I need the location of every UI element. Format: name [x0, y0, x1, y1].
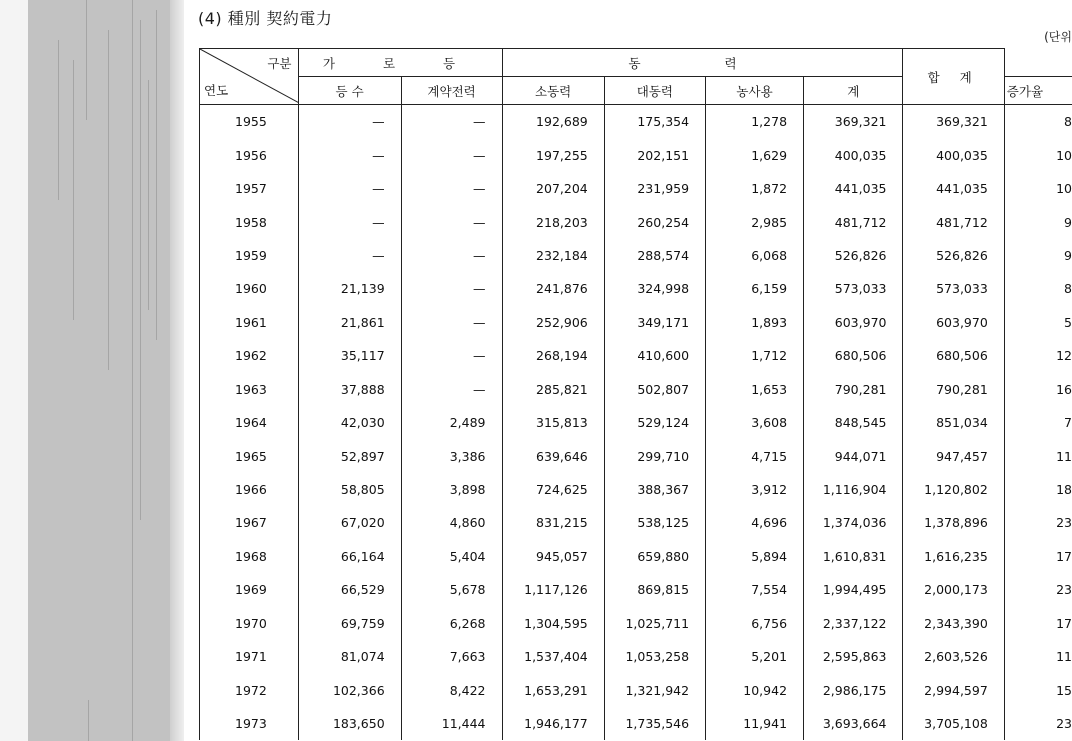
corner-category-label: 구분 [267, 56, 292, 71]
col-header-subtotal: 계 [804, 77, 903, 105]
col-header-large: 대동력 [604, 77, 705, 105]
cell-year: 1967 [200, 506, 299, 539]
scan-margin [28, 0, 184, 741]
cell-farm: 2,985 [706, 205, 804, 238]
cell-subtotal: 3,693,664 [804, 707, 903, 740]
cell-subtotal: 848,545 [804, 406, 903, 439]
cell-increase: 9 [1004, 205, 1072, 238]
cell-farm: 5,894 [706, 540, 804, 573]
table-row [200, 473, 1072, 506]
table-row [200, 339, 1072, 372]
cell-contract: — [401, 339, 502, 372]
col-header-contract: 계약전력 [401, 77, 502, 105]
cell-subtotal: 481,712 [804, 205, 903, 238]
cell-count: 35,117 [298, 339, 401, 372]
cell-large: 349,171 [604, 306, 705, 339]
cell-farm: 11,941 [706, 707, 804, 740]
cell-small: 315,813 [502, 406, 604, 439]
cell-small: 252,906 [502, 306, 604, 339]
table-row [200, 707, 1072, 740]
cell-increase: 16 [1004, 373, 1072, 406]
table-row [200, 640, 1072, 673]
cell-total: 680,506 [903, 339, 1004, 372]
cell-contract: 7,663 [401, 640, 502, 673]
cell-subtotal: 369,321 [804, 105, 903, 139]
cell-farm: 4,696 [706, 506, 804, 539]
cell-contract: 5,678 [401, 573, 502, 606]
cell-increase: 23 [1004, 573, 1072, 606]
cell-small: 945,057 [502, 540, 604, 573]
cell-small: 831,215 [502, 506, 604, 539]
cell-small: 232,184 [502, 239, 604, 272]
cell-increase: 17 [1004, 607, 1072, 640]
cell-small: 1,304,595 [502, 607, 604, 640]
cell-small: 724,625 [502, 473, 604, 506]
contract-power-table [199, 48, 1072, 740]
cell-year: 1972 [200, 673, 299, 706]
left-gutter [0, 0, 28, 741]
cell-total: 1,378,896 [903, 506, 1004, 539]
cell-increase: 10 [1004, 138, 1072, 171]
cell-contract: — [401, 138, 502, 171]
table-row [200, 406, 1072, 439]
cell-year: 1964 [200, 406, 299, 439]
cell-total: 2,994,597 [903, 673, 1004, 706]
table-row [200, 607, 1072, 640]
cell-total: 3,705,108 [903, 707, 1004, 740]
cell-year: 1968 [200, 540, 299, 573]
cell-subtotal: 441,035 [804, 172, 903, 205]
cell-subtotal: 2,337,122 [804, 607, 903, 640]
cell-total: 441,035 [903, 172, 1004, 205]
cell-farm: 10,942 [706, 673, 804, 706]
cell-contract: — [401, 105, 502, 139]
cell-increase: 23 [1004, 506, 1072, 539]
cell-large: 502,807 [604, 373, 705, 406]
cell-small: 207,204 [502, 172, 604, 205]
col-header-increase: 증가율 [1004, 77, 1072, 105]
cell-increase: 11 [1004, 640, 1072, 673]
cell-contract: 3,898 [401, 473, 502, 506]
corner-header [200, 49, 299, 105]
cell-increase: 12 [1004, 339, 1072, 372]
col-header-count: 등 수 [298, 77, 401, 105]
table-row [200, 272, 1072, 305]
cell-increase: 8 [1004, 272, 1072, 305]
cell-year: 1959 [200, 239, 299, 272]
cell-increase: 17 [1004, 540, 1072, 573]
cell-total: 790,281 [903, 373, 1004, 406]
cell-count: 58,805 [298, 473, 401, 506]
cell-total: 526,826 [903, 239, 1004, 272]
cell-large: 299,710 [604, 439, 705, 472]
cell-subtotal: 1,610,831 [804, 540, 903, 573]
cell-count: 52,897 [298, 439, 401, 472]
cell-contract: 6,268 [401, 607, 502, 640]
cell-year: 1969 [200, 573, 299, 606]
cell-large: 529,124 [604, 406, 705, 439]
cell-large: 1,321,942 [604, 673, 705, 706]
cell-total: 573,033 [903, 272, 1004, 305]
cell-large: 202,151 [604, 138, 705, 171]
cell-subtotal: 2,595,863 [804, 640, 903, 673]
cell-count: — [298, 205, 401, 238]
cell-year: 1965 [200, 439, 299, 472]
cell-year: 1957 [200, 172, 299, 205]
header-blank [1004, 49, 1072, 77]
table-row [200, 573, 1072, 606]
cell-small: 1,117,126 [502, 573, 604, 606]
cell-large: 659,880 [604, 540, 705, 573]
cell-farm: 3,912 [706, 473, 804, 506]
table-row [200, 373, 1072, 406]
cell-small: 192,689 [502, 105, 604, 139]
cell-subtotal: 573,033 [804, 272, 903, 305]
table-row [200, 105, 1072, 139]
section-title: (4) 種別 契約電力 [198, 9, 333, 28]
cell-contract: — [401, 205, 502, 238]
cell-large: 410,600 [604, 339, 705, 372]
cell-total: 1,616,235 [903, 540, 1004, 573]
group-header-street: 가 로 등 [298, 49, 502, 77]
cell-contract: — [401, 239, 502, 272]
cell-contract: 3,386 [401, 439, 502, 472]
cell-count: 67,020 [298, 506, 401, 539]
table-row [200, 506, 1072, 539]
table-row [200, 138, 1072, 171]
cell-large: 1,735,546 [604, 707, 705, 740]
cell-large: 260,254 [604, 205, 705, 238]
cell-year: 1960 [200, 272, 299, 305]
cell-increase: 7 [1004, 406, 1072, 439]
cell-count: 66,529 [298, 573, 401, 606]
cell-count: — [298, 138, 401, 171]
cell-increase: 11 [1004, 439, 1072, 472]
cell-subtotal: 790,281 [804, 373, 903, 406]
cell-subtotal: 2,986,175 [804, 673, 903, 706]
cell-small: 285,821 [502, 373, 604, 406]
cell-farm: 1,712 [706, 339, 804, 372]
cell-contract: — [401, 172, 502, 205]
cell-farm: 6,756 [706, 607, 804, 640]
cell-year: 1973 [200, 707, 299, 740]
cell-year: 1955 [200, 105, 299, 139]
table-row [200, 205, 1072, 238]
cell-count: 37,888 [298, 373, 401, 406]
cell-farm: 1,629 [706, 138, 804, 171]
cell-small: 1,653,291 [502, 673, 604, 706]
group-header-total: 합 계 [903, 49, 1004, 105]
cell-farm: 6,159 [706, 272, 804, 305]
table-row [200, 239, 1072, 272]
cell-large: 324,998 [604, 272, 705, 305]
cell-large: 1,053,258 [604, 640, 705, 673]
unit-label: (단위 [1044, 30, 1072, 44]
cell-large: 1,025,711 [604, 607, 705, 640]
cell-small: 197,255 [502, 138, 604, 171]
cell-large: 175,354 [604, 105, 705, 139]
cell-farm: 1,653 [706, 373, 804, 406]
cell-total: 1,120,802 [903, 473, 1004, 506]
table-row [200, 172, 1072, 205]
cell-large: 288,574 [604, 239, 705, 272]
table-row [200, 306, 1072, 339]
cell-large: 538,125 [604, 506, 705, 539]
cell-count: 21,139 [298, 272, 401, 305]
group-header-power: 동 력 [502, 49, 903, 77]
cell-small: 639,646 [502, 439, 604, 472]
cell-count: — [298, 239, 401, 272]
cell-increase: 5 [1004, 306, 1072, 339]
cell-contract: — [401, 306, 502, 339]
cell-small: 218,203 [502, 205, 604, 238]
cell-small: 268,194 [502, 339, 604, 372]
cell-subtotal: 1,994,495 [804, 573, 903, 606]
corner-year-label: 연도 [204, 83, 229, 98]
cell-count: 66,164 [298, 540, 401, 573]
cell-farm: 3,608 [706, 406, 804, 439]
cell-small: 1,946,177 [502, 707, 604, 740]
cell-subtotal: 603,970 [804, 306, 903, 339]
cell-increase: 15 [1004, 673, 1072, 706]
cell-year: 1958 [200, 205, 299, 238]
cell-farm: 6,068 [706, 239, 804, 272]
cell-increase: 8 [1004, 105, 1072, 139]
cell-subtotal: 680,506 [804, 339, 903, 372]
cell-small: 1,537,404 [502, 640, 604, 673]
col-header-farm: 농사용 [706, 77, 804, 105]
cell-count: 183,650 [298, 707, 401, 740]
cell-increase: 18 [1004, 473, 1072, 506]
cell-contract: 8,422 [401, 673, 502, 706]
cell-contract: — [401, 272, 502, 305]
cell-increase: 23 [1004, 707, 1072, 740]
cell-total: 369,321 [903, 105, 1004, 139]
cell-subtotal: 400,035 [804, 138, 903, 171]
cell-subtotal: 1,116,904 [804, 473, 903, 506]
cell-count: — [298, 105, 401, 139]
cell-count: 81,074 [298, 640, 401, 673]
cell-subtotal: 526,826 [804, 239, 903, 272]
cell-contract: 5,404 [401, 540, 502, 573]
cell-year: 1970 [200, 607, 299, 640]
cell-large: 231,959 [604, 172, 705, 205]
cell-total: 2,343,390 [903, 607, 1004, 640]
cell-large: 388,367 [604, 473, 705, 506]
document-page [184, 0, 1072, 741]
cell-subtotal: 944,071 [804, 439, 903, 472]
cell-count: 42,030 [298, 406, 401, 439]
cell-increase: 10 [1004, 172, 1072, 205]
cell-farm: 5,201 [706, 640, 804, 673]
cell-total: 2,000,173 [903, 573, 1004, 606]
cell-count: 102,366 [298, 673, 401, 706]
cell-contract: 4,860 [401, 506, 502, 539]
cell-total: 947,457 [903, 439, 1004, 472]
cell-year: 1961 [200, 306, 299, 339]
cell-contract: 11,444 [401, 707, 502, 740]
table-row [200, 673, 1072, 706]
cell-total: 851,034 [903, 406, 1004, 439]
col-header-small: 소동력 [502, 77, 604, 105]
cell-year: 1966 [200, 473, 299, 506]
cell-large: 869,815 [604, 573, 705, 606]
cell-total: 400,035 [903, 138, 1004, 171]
cell-count: 21,861 [298, 306, 401, 339]
cell-farm: 4,715 [706, 439, 804, 472]
cell-farm: 1,278 [706, 105, 804, 139]
cell-year: 1956 [200, 138, 299, 171]
cell-total: 2,603,526 [903, 640, 1004, 673]
cell-total: 603,970 [903, 306, 1004, 339]
cell-farm: 1,893 [706, 306, 804, 339]
cell-subtotal: 1,374,036 [804, 506, 903, 539]
cell-contract: — [401, 373, 502, 406]
cell-count: 69,759 [298, 607, 401, 640]
table-row [200, 540, 1072, 573]
table-row [200, 439, 1072, 472]
cell-increase: 9 [1004, 239, 1072, 272]
cell-small: 241,876 [502, 272, 604, 305]
cell-count: — [298, 172, 401, 205]
cell-year: 1963 [200, 373, 299, 406]
cell-year: 1962 [200, 339, 299, 372]
cell-year: 1971 [200, 640, 299, 673]
cell-total: 481,712 [903, 205, 1004, 238]
cell-farm: 1,872 [706, 172, 804, 205]
cell-contract: 2,489 [401, 406, 502, 439]
cell-farm: 7,554 [706, 573, 804, 606]
